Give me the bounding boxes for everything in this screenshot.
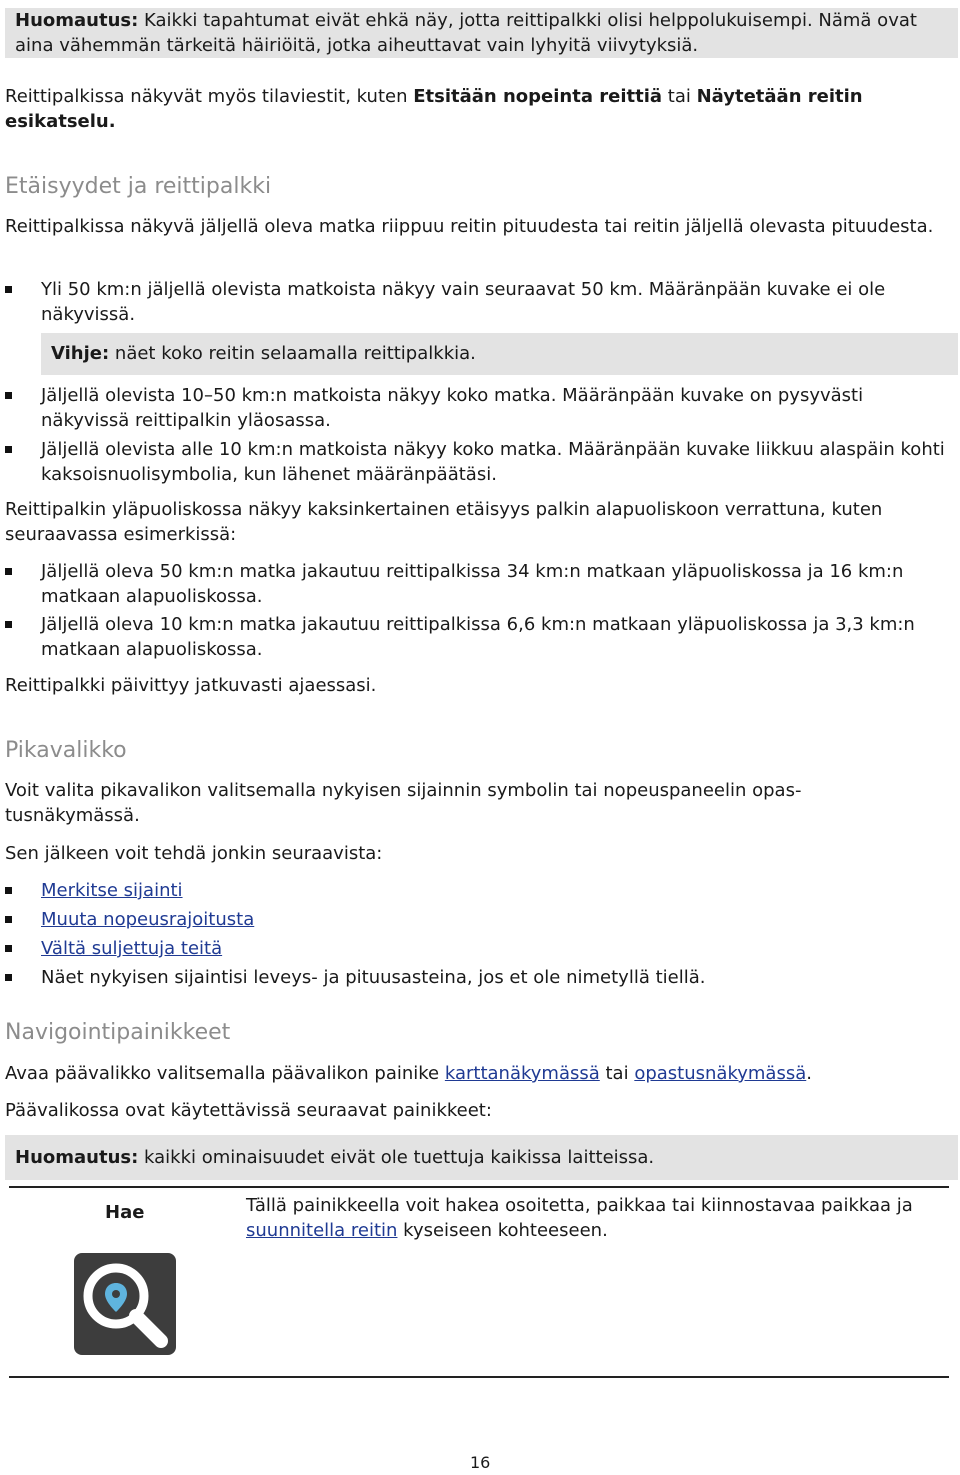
status-text-mid: tai xyxy=(662,86,697,107)
note-label: Huomautus: xyxy=(15,10,139,31)
nav-intro-text: Avaa päävalikko valitsemalla päävalikon painike xyxy=(5,1063,445,1084)
search-icon xyxy=(74,1253,176,1355)
link-guidance-view[interactable]: opastusnäkymässä xyxy=(634,1063,807,1084)
list-item xyxy=(5,963,950,992)
bullet-icon xyxy=(5,621,12,628)
link-plan-route[interactable]: suunnitella reitin xyxy=(246,1220,398,1241)
nav-available: Päävalikossa ovat käytettävissä seuraavat painikkeet: xyxy=(5,1100,492,1121)
page-number: 16 xyxy=(470,1453,491,1472)
section-heading-navigation: Navigointipainikkeet xyxy=(5,1020,231,1045)
bullet-icon xyxy=(5,392,12,399)
list-item xyxy=(5,383,950,433)
bullet-icon xyxy=(5,887,12,894)
list-item xyxy=(5,559,950,609)
status-message-1: Etsitään nopeinta reittiä xyxy=(413,86,663,107)
list-item xyxy=(5,612,950,662)
bullet-icon xyxy=(5,568,12,575)
distances-list-1 xyxy=(5,277,950,327)
button-label-search: Hae xyxy=(105,1202,145,1223)
table-top-rule xyxy=(9,1186,949,1188)
tip-label: Vihje: xyxy=(51,343,110,364)
table-bottom-rule xyxy=(9,1376,949,1378)
status-message-2: Näytetään reitin esikatselu. xyxy=(5,86,863,132)
note-box-top xyxy=(5,8,958,58)
bullet-icon xyxy=(5,916,12,923)
distances-examples xyxy=(5,559,950,662)
list-item-text: Jäljellä oleva 10 km:n matka jakautuu reittipalkissa 6,6 km:n matkaan yläpuoliskossa ja 3,3 km:n matkaan alapuoliskossa. xyxy=(41,614,915,660)
nav-intro-end: . xyxy=(806,1063,812,1084)
section-heading-distances: Etäisyydet ja reittipalkki xyxy=(5,174,272,199)
button-description-end: kyseiseen kohteeseen. xyxy=(397,1220,608,1241)
list-item-text: Yli 50 km:n jäljellä olevista matkoista näkyy vain seuraavat 50 km. Määränpään kuvake ei ole näkyvissä. xyxy=(41,279,886,325)
button-description xyxy=(246,1193,946,1243)
bullet-icon xyxy=(5,945,12,952)
list-item-text: Näet nykyisen sijaintisi leveys- ja pituusasteina, jos et ole nimetyllä tiellä. xyxy=(41,967,706,988)
nav-intro xyxy=(5,1061,945,1086)
list-item xyxy=(5,934,950,963)
distances-list-2 xyxy=(5,383,950,487)
link-mark-location[interactable]: Merkitse sijainti xyxy=(41,880,183,901)
list-item-text: Jäljellä olevista 10–50 km:n matkoista näkyy koko matka. Määränpään kuvake on pysyvästi näkyvissä reittipalkin yläosassa. xyxy=(41,385,864,431)
list-item-text: Jäljellä olevista alle 10 km:n matkoista näkyy koko matka. Määränpään kuvake liikkuu alaspäin kohti kaksoisnuolisymbolia, kun lähenet määränpäätäsi. xyxy=(41,439,945,485)
quickmenu-then: Sen jälkeen voit tehdä jonkin seuraavista: xyxy=(5,843,383,864)
quickmenu-list xyxy=(5,876,950,992)
section-heading-quickmenu: Pikavalikko xyxy=(5,738,127,763)
bullet-icon xyxy=(5,446,12,453)
note-label: Huomautus: xyxy=(15,1147,139,1168)
note-text: Kaikki tapahtumat eivät ehkä näy, jotta reittipalkki olisi helppolukuisempi. Nämä ovat aina vähemmän tärkeitä häiriöitä, jotka aiheuttavat vain lyhyitä viivytyksiä. xyxy=(15,10,917,56)
button-description-text: Tällä painikkeella voit hakea osoitetta, paikkaa tai kiinnostavaa paikkaa ja xyxy=(246,1195,913,1216)
status-text: Reittipalkissa näkyvät myös tilaviestit, kuten xyxy=(5,86,414,107)
bullet-icon xyxy=(5,286,12,293)
search-button[interactable] xyxy=(74,1253,176,1355)
upper-half-paragraph: Reittipalkin yläpuoliskossa näkyy kaksinkertainen etäisyys palkin alapuoliskoon verrattuna, kuten seuraavassa esimerkissä: xyxy=(5,499,883,545)
list-item xyxy=(5,876,950,905)
list-item xyxy=(5,905,950,934)
list-item-text: Jäljellä oleva 50 km:n matka jakautuu reittipalkissa 34 km:n matkaan yläpuoliskossa ja 16 km:n matkaan alapuoliskossa. xyxy=(41,561,904,607)
tip-box xyxy=(41,333,958,375)
updates-paragraph: Reittipalkki päivittyy jatkuvasti ajaessasi. xyxy=(5,675,377,696)
list-item xyxy=(5,437,950,487)
distances-intro: Reittipalkissa näkyvä jäljellä oleva matka riippuu reitin pituudesta tai reitin jäljellä olevasta pituudesta. xyxy=(5,216,934,237)
list-item xyxy=(5,277,950,327)
status-paragraph xyxy=(5,84,945,134)
bullet-icon xyxy=(5,974,12,981)
tip-text: näet koko reitin selaamalla reittipalkkia. xyxy=(109,343,476,364)
note-box-features xyxy=(5,1135,958,1180)
quickmenu-intro: Voit valita pikavalikon valitsemalla nykyisen sijainnin symbolin tai nopeuspaneelin opas-tusnäkymässä. xyxy=(5,780,802,826)
link-avoid-blocked-roads[interactable]: Vältä suljettuja teitä xyxy=(41,938,223,959)
note-text: kaikki ominaisuudet eivät ole tuettuja kaikissa laitteissa. xyxy=(138,1147,655,1168)
link-map-view[interactable]: karttanäkymässä xyxy=(444,1063,600,1084)
nav-intro-mid: tai xyxy=(599,1063,635,1084)
link-change-speed-limit[interactable]: Muuta nopeusrajoitusta xyxy=(41,909,255,930)
